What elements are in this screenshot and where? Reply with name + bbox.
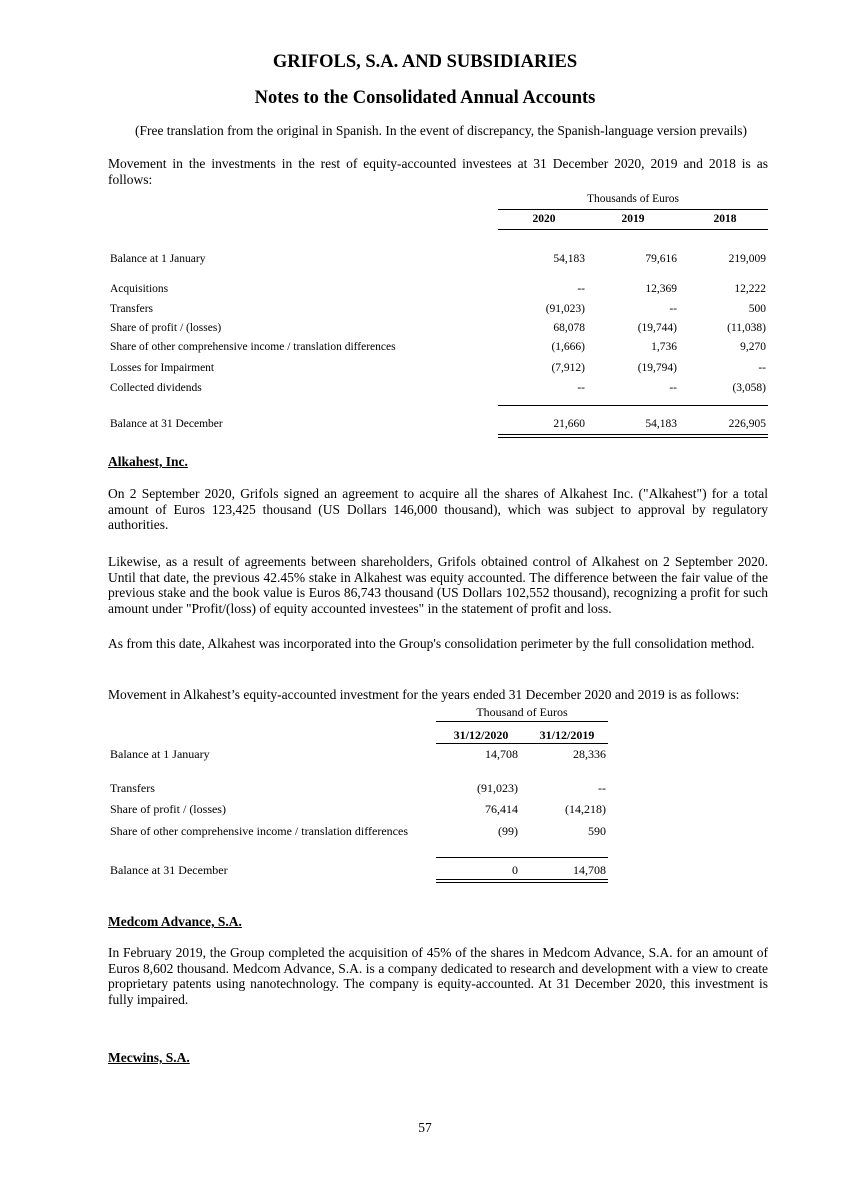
cell-value: 14,708 <box>573 863 606 877</box>
cell-value: 12,369 <box>645 283 677 295</box>
row-label: Collected dividends <box>110 382 202 394</box>
document-title: Notes to the Consolidated Annual Accounts <box>254 88 596 108</box>
medcom-paragraph: In February 2019, the Group completed the acquisition of 45% of the shares in Medcom Advance, S.A. for an amount of Euros 8,602 thousand. Medcom Advance, S.A. is a company dedicated to research and development with a view to create proprietary patents using nanotechnology. The company is equity-accounted. At 31 December 2020, this investment is fully impaired. <box>108 945 768 1007</box>
row-label: Share of other comprehensive income / translation differences <box>110 824 409 838</box>
cell-value: 0 <box>512 863 518 877</box>
cell-value: 54,183 <box>645 418 677 430</box>
alkahest-paragraph-3: As from this date, Alkahest was incorporated into the Group's consolidation perimeter by the full consolidation method. <box>108 636 755 651</box>
table2-col-2020: 31/12/2020 <box>453 728 509 742</box>
cell-value: 1,736 <box>651 341 677 353</box>
medcom-heading: Medcom Advance, S.A. <box>108 914 242 929</box>
alkahest-paragraph-2: Likewise, as a result of agreements between shareholders, Grifols obtained control of Alkahest on 2 September 2020. Until that date, the previous 42.45% stake in Alkahest was equity accounted. The difference between the fair value of the previous stake and the book value is Euros 86,743 thousand (US Dollars 102,552 thousand), recognizing a profit for such amount under "Profit/(loss) of equity accounted investees" in the statement of profit and loss. <box>108 554 768 616</box>
cell-value: (3,058) <box>732 382 766 394</box>
row-label: Share of other comprehensive income / translation differences <box>110 341 396 353</box>
cell-value: 500 <box>748 303 766 315</box>
intro-paragraph: Movement in the investments in the rest of equity-accounted investees at 31 December 2020, 2019 and 2018 is as follows: <box>108 156 768 187</box>
cell-value: 28,336 <box>573 747 606 761</box>
table2-col-2019: 31/12/2019 <box>539 728 595 742</box>
row-label: Transfers <box>110 781 155 795</box>
alkahest-paragraph-4: Movement in Alkahest’s equity-accounted investment for the years ended 31 December 2020 and 2019 is as follows: <box>108 687 740 702</box>
cell-value: (19,744) <box>637 322 677 334</box>
page-number: 57 <box>418 1120 432 1135</box>
cell-value: -- <box>577 283 585 295</box>
cell-value: 590 <box>588 824 606 838</box>
translation-note: (Free translation from the original in Spanish. In the event of discrepancy, the Spanish-language version prevails) <box>134 123 748 138</box>
cell-value: 76,414 <box>485 802 518 816</box>
cell-value: 21,660 <box>553 418 585 430</box>
row-label: Share of profit / (losses) <box>110 802 226 816</box>
row-label: Transfers <box>110 303 154 315</box>
cell-value: 14,708 <box>485 747 518 761</box>
row-label: Losses for Impairment <box>110 362 215 374</box>
cell-value: 12,222 <box>734 283 766 295</box>
row-label: Balance at 31 December <box>110 418 223 430</box>
cell-value: (99) <box>498 824 518 838</box>
cell-value: 219,009 <box>728 253 766 265</box>
cell-value: (14,218) <box>565 802 606 816</box>
cell-value: -- <box>669 382 677 394</box>
table1-col-2019: 2019 <box>621 213 645 225</box>
cell-value: (1,666) <box>551 341 585 353</box>
row-label: Balance at 31 December <box>110 863 228 877</box>
company-title: GRIFOLS, S.A. AND SUBSIDIARIES <box>272 52 578 72</box>
row-label: Balance at 1 January <box>110 253 206 265</box>
cell-value: 54,183 <box>553 253 585 265</box>
table1-unit: Thousands of Euros <box>587 193 679 205</box>
cell-value: (19,794) <box>637 362 677 374</box>
row-label: Share of profit / (losses) <box>110 322 222 334</box>
cell-value: (91,023) <box>477 781 518 795</box>
row-label: Balance at 1 January <box>110 747 210 761</box>
table1-col-2020: 2020 <box>532 213 556 225</box>
cell-value: -- <box>577 382 585 394</box>
row-label: Acquisitions <box>110 283 169 295</box>
table2-unit: Thousand of Euros <box>476 705 568 719</box>
cell-value: (7,912) <box>551 362 585 374</box>
cell-value: (11,038) <box>727 322 766 334</box>
cell-value: 226,905 <box>728 418 766 430</box>
cell-value: 79,616 <box>645 253 677 265</box>
cell-value: (91,023) <box>545 303 585 315</box>
cell-value: -- <box>758 362 766 374</box>
cell-value: 68,078 <box>553 322 585 334</box>
cell-value: -- <box>669 303 677 315</box>
cell-value: -- <box>598 781 606 795</box>
mecwins-heading: Mecwins, S.A. <box>108 1050 190 1065</box>
cell-value: 9,270 <box>740 341 766 353</box>
alkahest-heading: Alkahest, Inc. <box>108 454 188 469</box>
alkahest-paragraph-1: On 2 September 2020, Grifols signed an agreement to acquire all the shares of Alkahest Inc. ("Alkahest") for a total amount of Euros 123,425 thousand (US Dollars 146,000 thousand), which was subject to approval by regulatory authorities. <box>108 486 768 532</box>
table1-col-2018: 2018 <box>713 213 737 225</box>
